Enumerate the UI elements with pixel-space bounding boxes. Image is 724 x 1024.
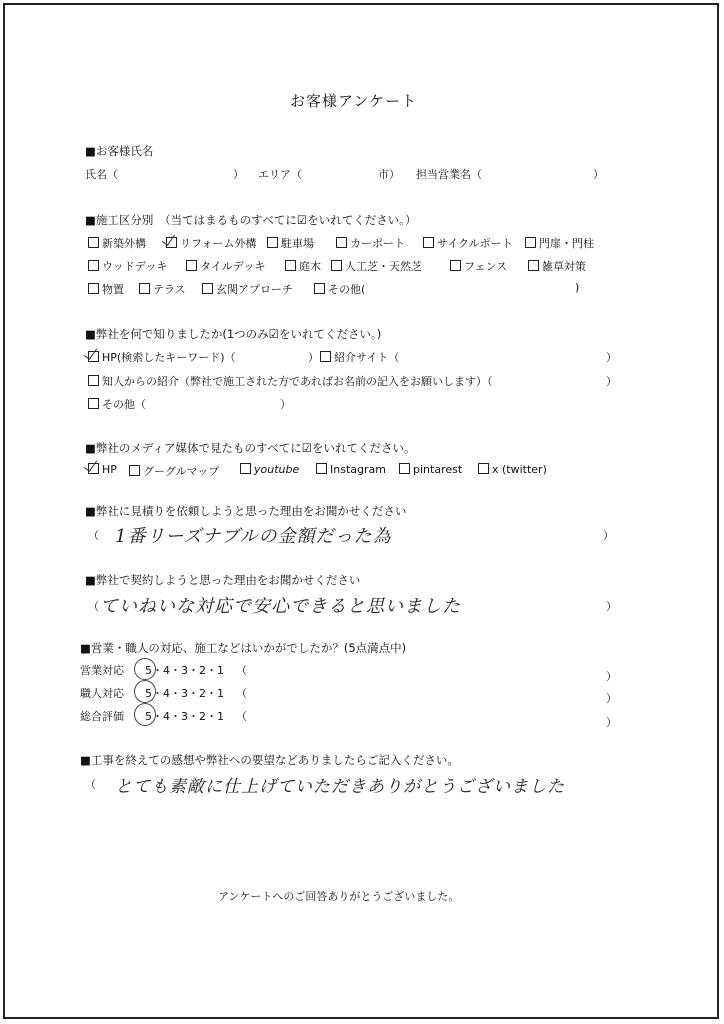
contract-close: ） [606, 600, 617, 613]
name-label: 氏名（ [85, 168, 118, 181]
checkbox[interactable] [88, 260, 99, 271]
construction-item[interactable]: リフォーム外構 [166, 235, 256, 251]
contract-reason-heading: ■弊社で契約しようと思った理由をお聞かせください [85, 573, 361, 587]
construction-item[interactable]: 庭木 [285, 258, 321, 274]
circle-mark-icon [134, 680, 156, 703]
footer-thanks: アンケートへのご回答ありがとうございました。 [218, 890, 460, 903]
checkbox[interactable] [267, 237, 278, 248]
rating-close: ） [606, 692, 617, 705]
checkbox[interactable] [423, 237, 434, 248]
media-item[interactable]: HP [88, 463, 117, 476]
checkbox[interactable] [88, 237, 99, 248]
source-heading: ■弊社を何で知りましたか(1つのみ☑をいれてください。) [85, 327, 382, 341]
checkbox[interactable] [320, 351, 331, 362]
area-city: 市） [378, 168, 400, 181]
construction-item[interactable]: 玄関アプローチ [202, 281, 293, 297]
construction-item[interactable]: テラス [139, 281, 186, 297]
source-intro-site[interactable]: 紹介サイト（ [320, 349, 399, 365]
estimate-close: ） [603, 529, 614, 542]
checkbox[interactable] [88, 375, 99, 386]
rating-scale[interactable]: 5・4・3・2・1 [145, 687, 224, 700]
media-heading: ■弊社のメディア媒体で見たものすべてに☑をいれてください。 [85, 441, 416, 455]
feedback-open: （ [85, 778, 96, 791]
construction-item[interactable]: 人工芝・天然芝 [331, 258, 422, 274]
feedback-answer[interactable]: とても素敵に仕上げていただきありがとうございました [115, 777, 565, 797]
construction-item[interactable]: 新築外構 [88, 235, 146, 251]
checkbox[interactable] [186, 260, 197, 271]
source-hp[interactable]: HP(検索したキーワード)（ [88, 349, 236, 365]
checkbox[interactable] [316, 463, 327, 474]
construction-item[interactable]: カーポート [336, 235, 405, 251]
sales-close: ） [593, 168, 604, 181]
rating-close: ） [606, 716, 617, 729]
page-title: お客様アンケート [290, 92, 418, 110]
construction-item[interactable]: フェンス [450, 258, 507, 274]
checkbox[interactable] [525, 237, 536, 248]
checkbox[interactable] [336, 237, 347, 248]
checkbox[interactable] [88, 283, 99, 294]
checkbox-checked[interactable] [88, 351, 99, 362]
source-other[interactable]: その他（ [88, 396, 146, 412]
construction-item[interactable]: 駐車場 [267, 235, 314, 251]
sales-label: 担当営業名（ [416, 168, 482, 181]
rating-label-craftsman: 職人対応 [80, 687, 124, 700]
other-close: ) [575, 281, 580, 294]
rating-scale[interactable]: 5・4・3・2・1 [145, 710, 224, 723]
source-hp-close: ） [308, 351, 319, 364]
rating-scale[interactable]: 5・4・3・2・1 [145, 664, 224, 677]
contract-open: （ [88, 600, 99, 613]
checkbox[interactable] [285, 260, 296, 271]
checkbox[interactable] [314, 283, 325, 294]
feedback-heading: ■工事を終えての感想や弊社への要望などありましたらご記入ください。 [80, 753, 459, 767]
source-other-close: ） [280, 398, 291, 411]
checkbox[interactable] [240, 463, 251, 474]
checkbox[interactable] [528, 260, 539, 271]
construction-item[interactable]: その他( [314, 281, 365, 297]
media-item[interactable]: youtube [240, 463, 299, 476]
estimate-open: （ [88, 529, 99, 542]
construction-item[interactable]: ウッドデッキ [88, 258, 168, 274]
media-item[interactable]: Instagram [316, 463, 386, 476]
customer-heading: ■お客様氏名 [85, 144, 154, 158]
checkbox-checked[interactable] [166, 237, 177, 248]
source-referral-close: ） [606, 375, 617, 388]
circle-mark-icon [134, 703, 156, 726]
area-label: エリア（ [258, 168, 302, 181]
rating-close: ） [606, 670, 617, 683]
construction-item[interactable]: 物置 [88, 281, 124, 297]
name-close: ） [233, 168, 244, 181]
circle-mark-icon [134, 658, 156, 680]
checkbox[interactable] [478, 463, 489, 474]
rating-open: （ [236, 687, 247, 700]
construction-heading: ■施工区分別 （当てはまるものすべてに☑をいれてください。） [85, 213, 417, 227]
media-item[interactable]: pintarest [399, 463, 462, 476]
construction-item[interactable]: タイルデッキ [186, 258, 266, 274]
media-item[interactable]: グーグルマップ [129, 463, 219, 479]
checkbox[interactable] [129, 465, 140, 476]
checkbox[interactable] [331, 260, 342, 271]
rating-heading: ■営業・職人の対応、施工などはいかがでしたか？(5点満点中) [80, 641, 407, 655]
construction-item[interactable]: 雑草対策 [528, 258, 586, 274]
checkbox[interactable] [450, 260, 461, 271]
estimate-reason-heading: ■弊社に見積りを依頼しようと思った理由をお聞かせください [85, 504, 407, 518]
rating-label-sales: 営業対応 [80, 664, 124, 677]
checkbox[interactable] [202, 283, 213, 294]
rating-open: （ [236, 710, 247, 723]
construction-item[interactable]: サイクルポート [423, 235, 513, 251]
contract-reason-answer[interactable]: ていねいな対応で安心できると思いました [100, 596, 461, 617]
checkbox[interactable] [139, 283, 150, 294]
estimate-reason-answer[interactable]: 1番リーズナブルの金額だった為 [115, 526, 392, 547]
checkbox[interactable] [88, 398, 99, 409]
rating-open: （ [236, 664, 247, 677]
construction-item[interactable]: 門扉・門柱 [525, 235, 594, 251]
checkbox-checked[interactable] [88, 463, 99, 474]
media-item[interactable]: x (twitter) [478, 463, 547, 476]
source-referral[interactable]: 知人からの紹介（弊社で施工された方であればお名前の記入をお願いします）（ [88, 373, 493, 389]
rating-label-overall: 総合評価 [80, 710, 124, 723]
source-intro-close: ） [606, 351, 617, 364]
checkbox[interactable] [399, 463, 410, 474]
